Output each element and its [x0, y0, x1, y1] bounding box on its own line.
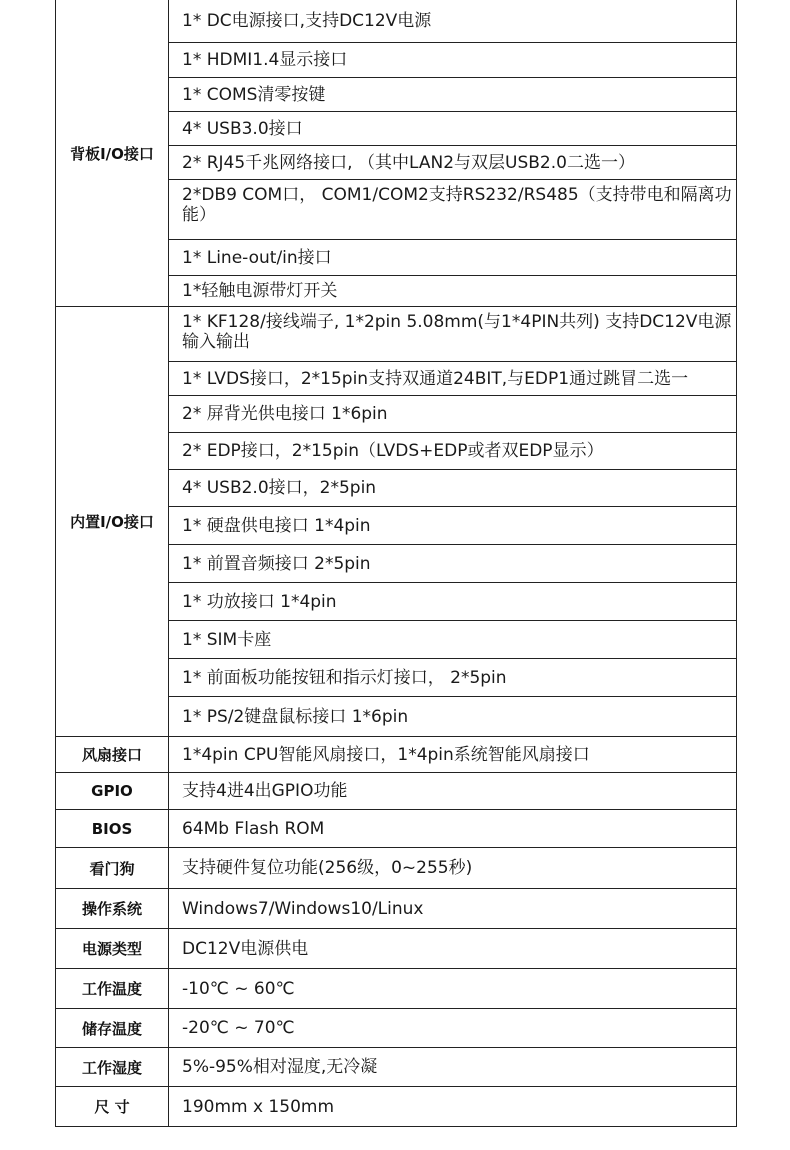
spec-value-row: 1* 前置音频接口 2*5pin	[169, 545, 736, 583]
spec-value-row: 1* 功放接口 1*4pin	[169, 583, 736, 621]
spec-value-row: 1* LVDS接口，2*15pin支持双通道24BIT,与EDP1通过跳冒二选一	[169, 362, 736, 396]
spec-value-row: 1* Line-out/in接口	[169, 240, 736, 276]
spec-value-row: 1* KF128/接线端子, 1*2pin 5.08mm(与1*4PIN共列) 支持DC12V电源输入输出	[169, 307, 736, 362]
spec-group-label: 操作系统	[55, 889, 169, 928]
spec-group	[55, 848, 737, 889]
spec-group-values	[169, 929, 737, 968]
spec-group-values	[169, 1087, 737, 1126]
spec-value-row: 4* USB3.0接口	[169, 112, 736, 146]
spec-value-row: 4* USB2.0接口，2*5pin	[169, 470, 736, 507]
spec-group	[55, 773, 737, 810]
spec-group-label: 电源类型	[55, 929, 169, 968]
spec-group-label: 工作湿度	[55, 1048, 169, 1086]
spec-value-row: 1* 硬盘供电接口 1*4pin	[169, 507, 736, 545]
spec-group-label: 内置I/O接口	[55, 307, 169, 736]
spec-group-label: GPIO	[55, 773, 169, 809]
spec-value-row: 1*4pin CPU智能风扇接口，1*4pin系统智能风扇接口	[182, 744, 590, 765]
spec-value-row: 5%-95%相对湿度,无冷凝	[182, 1057, 378, 1077]
spec-group-values	[169, 773, 737, 809]
spec-group	[55, 1048, 737, 1087]
spec-group-label: 工作温度	[55, 969, 169, 1008]
spec-group-label: 背板I/O接口	[55, 0, 169, 306]
spec-group	[55, 969, 737, 1009]
spec-group	[55, 929, 737, 969]
spec-value-row: 1* COMS清零按键	[169, 78, 736, 112]
spec-group-values	[169, 0, 737, 306]
spec-value-row: 支持硬件复位功能(256级，0~255秒)	[182, 858, 473, 878]
spec-group-label: BIOS	[55, 810, 169, 847]
spec-value-row: 支持4进4出GPIO功能	[182, 781, 348, 801]
spec-value-row: 1* 前面板功能按钮和指示灯接口， 2*5pin	[169, 659, 736, 697]
spec-group	[55, 0, 737, 307]
spec-group-label: 风扇接口	[55, 737, 169, 772]
spec-value-row: 64Mb Flash ROM	[182, 818, 325, 839]
spec-group-values	[169, 848, 737, 888]
spec-group-values	[169, 307, 737, 736]
spec-group	[55, 889, 737, 929]
spec-value-row: DC12V电源供电	[182, 938, 309, 959]
spec-group-values	[169, 1009, 737, 1047]
spec-group-label: 储存温度	[55, 1009, 169, 1047]
spec-value-row: 1* SIM卡座	[169, 621, 736, 659]
spec-value-row: -20℃ ~ 70℃	[182, 1018, 295, 1038]
spec-group	[55, 1087, 737, 1127]
spec-group-label: 尺 寸	[55, 1087, 169, 1126]
spec-group	[55, 737, 737, 773]
spec-value-row: 190mm x 150mm	[182, 1096, 335, 1117]
spec-group-values	[169, 810, 737, 847]
spec-value-row: 2* EDP接口，2*15pin（LVDS+EDP或者双EDP显示）	[169, 433, 736, 470]
spec-value-row: 1*轻触电源带灯开关	[182, 281, 338, 301]
spec-group	[55, 307, 737, 737]
spec-group-values	[169, 1048, 737, 1086]
spec-group-label: 看门狗	[55, 848, 169, 888]
spec-value-row: -10℃ ~ 60℃	[182, 978, 295, 999]
spec-group-values	[169, 889, 737, 928]
spec-value-row: 1* DC电源接口,支持DC12V电源	[169, 0, 736, 43]
spec-value-row: 2* RJ45千兆网络接口, （其中LAN2与双层USB2.0二选一）	[169, 146, 736, 180]
spec-value-row: 2* 屏背光供电接口 1*6pin	[169, 396, 736, 433]
spec-group-values	[169, 969, 737, 1008]
spec-group	[55, 1009, 737, 1048]
spec-value-row: 1* HDMI1.4显示接口	[169, 43, 736, 78]
spec-value-row: 2*DB9 COM口， COM1/COM2支持RS232/RS485（支持带电和隔离功能）	[169, 180, 736, 240]
spec-group	[55, 810, 737, 848]
spec-value-row: Windows7/Windows10/Linux	[182, 898, 424, 919]
spec-value-row: 1* PS/2键盘鼠标接口 1*6pin	[182, 706, 409, 727]
spec-group-values	[169, 737, 737, 772]
spec-table	[55, 0, 737, 1127]
